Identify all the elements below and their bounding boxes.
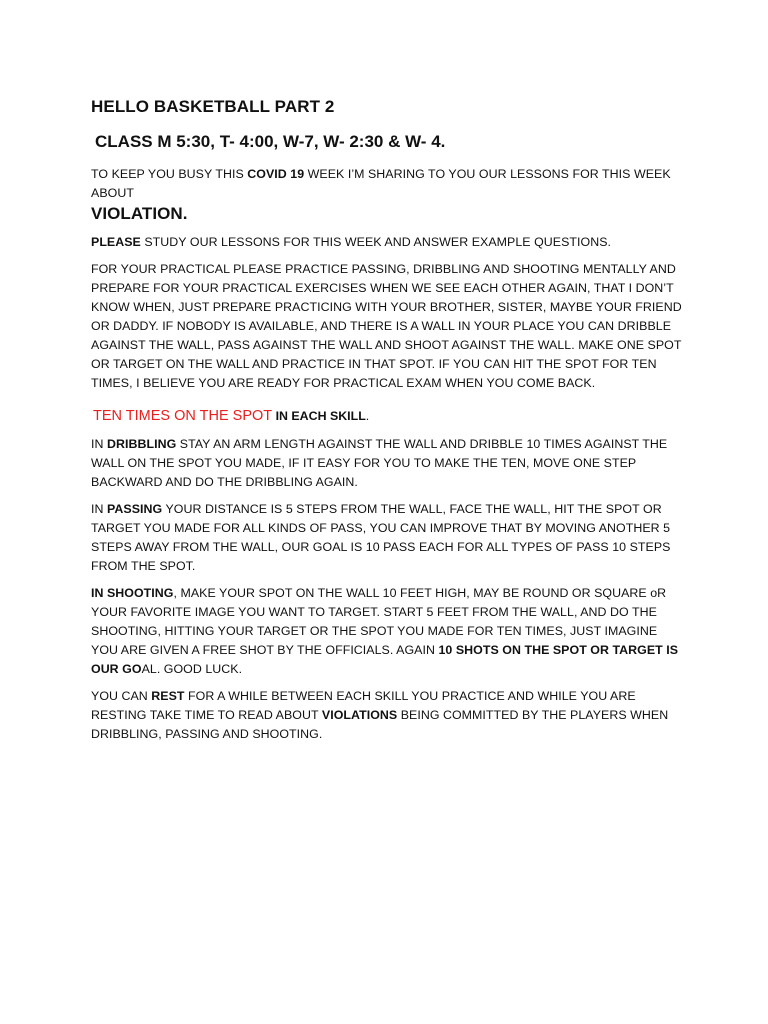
dribbling-bold: DRIBBLING xyxy=(106,437,177,451)
dribbling-paragraph xyxy=(91,435,687,492)
passing-pre: IN xyxy=(91,502,107,516)
document-page xyxy=(91,96,687,744)
class-schedule: CLASS M 5:30, T- 4:00, W-7, W- 2:30 & W- 4. xyxy=(95,132,446,151)
rest-post: BEING COMMITTED BY THE PLAYERS WHEN DRIBBLING, PASSING AND SHOOTING. xyxy=(91,708,669,741)
rest-bold: REST xyxy=(151,689,185,703)
passing-bold: PASSING xyxy=(106,502,163,516)
practical-paragraph: FOR YOUR PRACTICAL PLEASE PRACTICE PASSING, DRIBBLING AND SHOOTING MENTALLY AND PREPARE FOR YOUR PRACTICAL EXERCISES WHEN WE SEE EACH OTHER AGAIN, THAT I DON’T KNOW WHEN, JUST PREPARE PRACTICING WITH YOUR BROTHER, SISTER, MAYBE YOUR FRIEND OR DADDY. IF NOBODY IS AVAILABLE, AND THERE IS A WALL IN YOUR PLACE YOU CAN DRIBBLE AGAINST THE WALL, PASS AGAINST THE WALL AND SHOOT AGAINST THE WALL. MAKE ONE SPOT OR TARGET ON THE WALL AND PRACTICE IN THAT SPOT. IF YOU CAN HIT THE SPOT FOR TEN TIMES, I BELIEVE YOU ARE READY FOR PRACTICAL EXAM WHEN YOU COME BACK. xyxy=(91,262,682,390)
rest-pre: YOU CAN xyxy=(91,689,152,703)
intro-text-post: WEEK I’M SHARING TO YOU OUR LESSONS FOR THIS WEEK ABOUT xyxy=(91,167,671,200)
please-bold: PLEASE xyxy=(91,235,141,249)
spot-period: . xyxy=(365,409,370,423)
please-paragraph xyxy=(91,233,687,252)
intro-text-pre: TO KEEP YOU BUSY THIS xyxy=(91,167,248,181)
document-title: HELLO BASKETBALL PART 2 xyxy=(91,97,335,116)
shooting-end: AL. GOOD LUCK. xyxy=(141,662,243,676)
passing-paragraph xyxy=(91,500,687,576)
intro-covid-bold: COVID 19 xyxy=(247,167,305,181)
dribbling-text: STAY AN ARM LENGTH AGAINST THE WALL AND DRIBBLE 10 TIMES AGAINST THE WALL ON THE SPOT YOU MADE, IF IT EASY FOR YOU TO MAKE THE TEN, MOVE ONE STEP BACKWARD AND DO THE DRIBBLING AGAIN. xyxy=(91,437,668,489)
passing-text: YOUR DISTANCE IS 5 STEPS FROM THE WALL, FACE THE WALL, HIT THE SPOT OR TARGET YOU MADE FOR ALL KINDS OF PASS, YOU CAN IMPROVE THAT BY MOVING ANOTHER 5 STEPS AWAY FROM THE WALL, OUR GOAL IS 10 PASS EACH FOR ALL TYPES OF PASS 10 STEPS FROM THE SPOT. xyxy=(91,502,671,573)
spot-heading xyxy=(91,405,687,427)
intro-paragraph xyxy=(91,165,687,225)
rest-paragraph xyxy=(91,687,687,744)
shooting-goal-bold: 10 SHOTS ON THE SPOT OR TARGET IS OUR GO xyxy=(91,643,679,676)
please-text: STUDY OUR LESSONS FOR THIS WEEK AND ANSWER EXAMPLE QUESTIONS. xyxy=(140,235,612,249)
rest-mid: FOR A WHILE BETWEEN EACH SKILL YOU PRACTICE AND WHILE YOU ARE RESTING TAKE TIME TO READ ABOUT xyxy=(91,689,636,722)
shooting-bold: IN SHOOTING xyxy=(91,586,174,600)
shooting-paragraph xyxy=(91,584,687,679)
intro-topic: VIOLATION. xyxy=(91,204,188,223)
violations-bold: VIOLATIONS xyxy=(321,708,398,722)
spot-bold-text: IN EACH SKILL xyxy=(272,409,366,423)
dribbling-pre: IN xyxy=(91,437,107,451)
shooting-text: , MAKE YOUR SPOT ON THE WALL 10 FEET HIGH, MAY BE ROUND OR SQUARE oR YOUR FAVORITE IMAGE YOU WANT TO TARGET. START 5 FEET FROM THE WALL, AND DO THE SHOOTING, HITTING YOUR TARGET OR THE SPOT YOU MADE FOR TEN TIMES, JUST IMAGINE YOU ARE GIVEN A FREE SHOT BY THE OFFICIALS. AGAIN xyxy=(91,586,667,657)
spot-red-text: TEN TIMES ON THE SPOT xyxy=(93,408,273,424)
